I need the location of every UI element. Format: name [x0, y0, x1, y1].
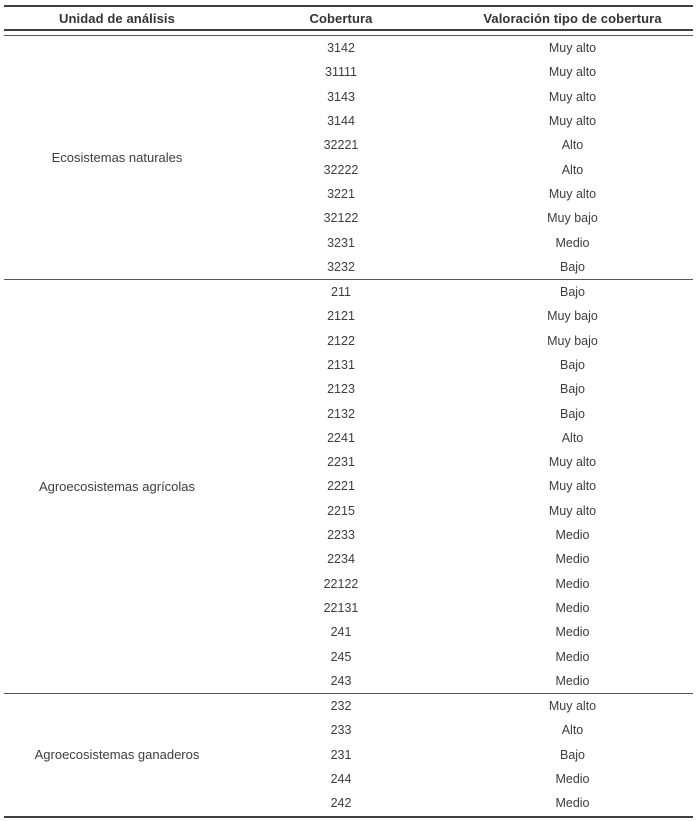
cobertura-value: 2215: [327, 503, 355, 518]
valoracion-value: Alto: [561, 162, 584, 177]
cobertura-value: 2132: [327, 406, 355, 421]
group-1: [4, 279, 693, 693]
cobertura-value: 211: [331, 285, 351, 300]
cobertura-value: 2234: [327, 552, 355, 567]
valoracion-value: Muy bajo: [547, 333, 598, 348]
valoracion-value: Muy alto: [548, 89, 597, 104]
cobertura-value: 3221: [327, 186, 355, 201]
cobertura-value: 3143: [327, 89, 355, 104]
valoracion-value: Muy alto: [548, 479, 597, 494]
cobertura-value: 22122: [323, 576, 359, 591]
valoracion-value: Medio: [555, 772, 590, 787]
valoracion-value: Medio: [555, 600, 590, 615]
header-cobertura: Cobertura: [230, 6, 452, 30]
valoracion-value: Muy alto: [548, 41, 597, 56]
valoracion-value: Muy alto: [548, 186, 597, 201]
valoracion-value: Muy alto: [548, 503, 597, 518]
cobertura-value: 32122: [323, 211, 359, 226]
valoracion-value: Medio: [555, 796, 590, 811]
cobertura-value: 2121: [327, 309, 355, 324]
valoracion-value: Muy bajo: [547, 211, 598, 226]
valoracion-value: Medio: [555, 528, 590, 543]
valoracion-value: Muy alto: [548, 455, 597, 470]
valoracion-value: Medio: [555, 625, 590, 640]
valoracion-value: Bajo: [559, 358, 586, 372]
valoracion-value: Muy bajo: [547, 309, 598, 324]
valoracion-value: Muy alto: [548, 699, 597, 714]
cobertura-value: 233: [330, 723, 352, 738]
cobertura-value: 32222: [323, 162, 359, 177]
cobertura-value: 2233: [327, 528, 355, 543]
valoracion-value: Muy alto: [548, 114, 597, 129]
cobertura-value: 22131: [323, 600, 359, 615]
cobertura-value: 32221: [323, 138, 359, 153]
valoracion-value: Medio: [555, 552, 590, 567]
valoracion-value: Alto: [561, 723, 584, 738]
cobertura-value: 232: [330, 699, 352, 714]
cobertura-value: 2221: [327, 479, 355, 494]
valoracion-value: Alto: [561, 430, 584, 445]
cobertura-value: 2231: [327, 455, 355, 470]
cobertura-value: 244: [330, 772, 352, 787]
analysis-unit-label: Ecosistemas naturales: [51, 149, 183, 165]
valoracion-value: Muy alto: [548, 65, 597, 80]
cobertura-value: 2131: [327, 358, 355, 372]
analysis-unit-label: Agroecosistemas ganaderos: [34, 747, 200, 763]
valoracion-value: Medio: [555, 649, 590, 664]
table-header: [4, 6, 693, 36]
valoracion-value: Bajo: [559, 285, 586, 300]
analysis-unit-label: Agroecosistemas agrícolas: [38, 478, 196, 494]
cobertura-value: 31111: [325, 65, 357, 80]
valoracion-value: Medio: [555, 576, 590, 591]
valoracion-value: Medio: [555, 235, 590, 250]
cobertura-value: 3144: [327, 114, 355, 129]
valoracion-value: Bajo: [559, 259, 586, 274]
cobertura-value: 2122: [327, 333, 355, 348]
valoracion-value: Bajo: [559, 382, 586, 397]
header-unidad-de-analisis: Unidad de análisis: [4, 6, 230, 30]
cobertura-value: 242: [330, 796, 352, 811]
valoracion-value: Bajo: [559, 747, 586, 762]
cobertura-value: 3232: [327, 259, 355, 274]
valoracion-value: Alto: [561, 138, 584, 153]
header-valoracion: Valoración tipo de cobertura: [452, 6, 693, 30]
valoracion-value: Bajo: [559, 406, 586, 421]
cobertura-value: 2241: [327, 430, 355, 445]
cobertura-value: 2123: [327, 382, 355, 397]
group-2: [4, 694, 693, 817]
group-0: [4, 36, 693, 280]
cobertura-value: 241: [330, 625, 352, 640]
cobertura-value: 3142: [327, 41, 355, 56]
table-row: [4, 694, 693, 719]
cobertura-value: 243: [330, 673, 352, 688]
cobertura-value: 3231: [327, 235, 355, 250]
table-row: [4, 36, 693, 61]
valoracion-value: Medio: [555, 673, 590, 688]
header-row: [4, 6, 693, 30]
cobertura-value: 245: [330, 649, 352, 664]
table-row: [4, 279, 693, 304]
coverage-valuation-table: [4, 5, 693, 818]
cobertura-value: 231: [330, 747, 352, 762]
